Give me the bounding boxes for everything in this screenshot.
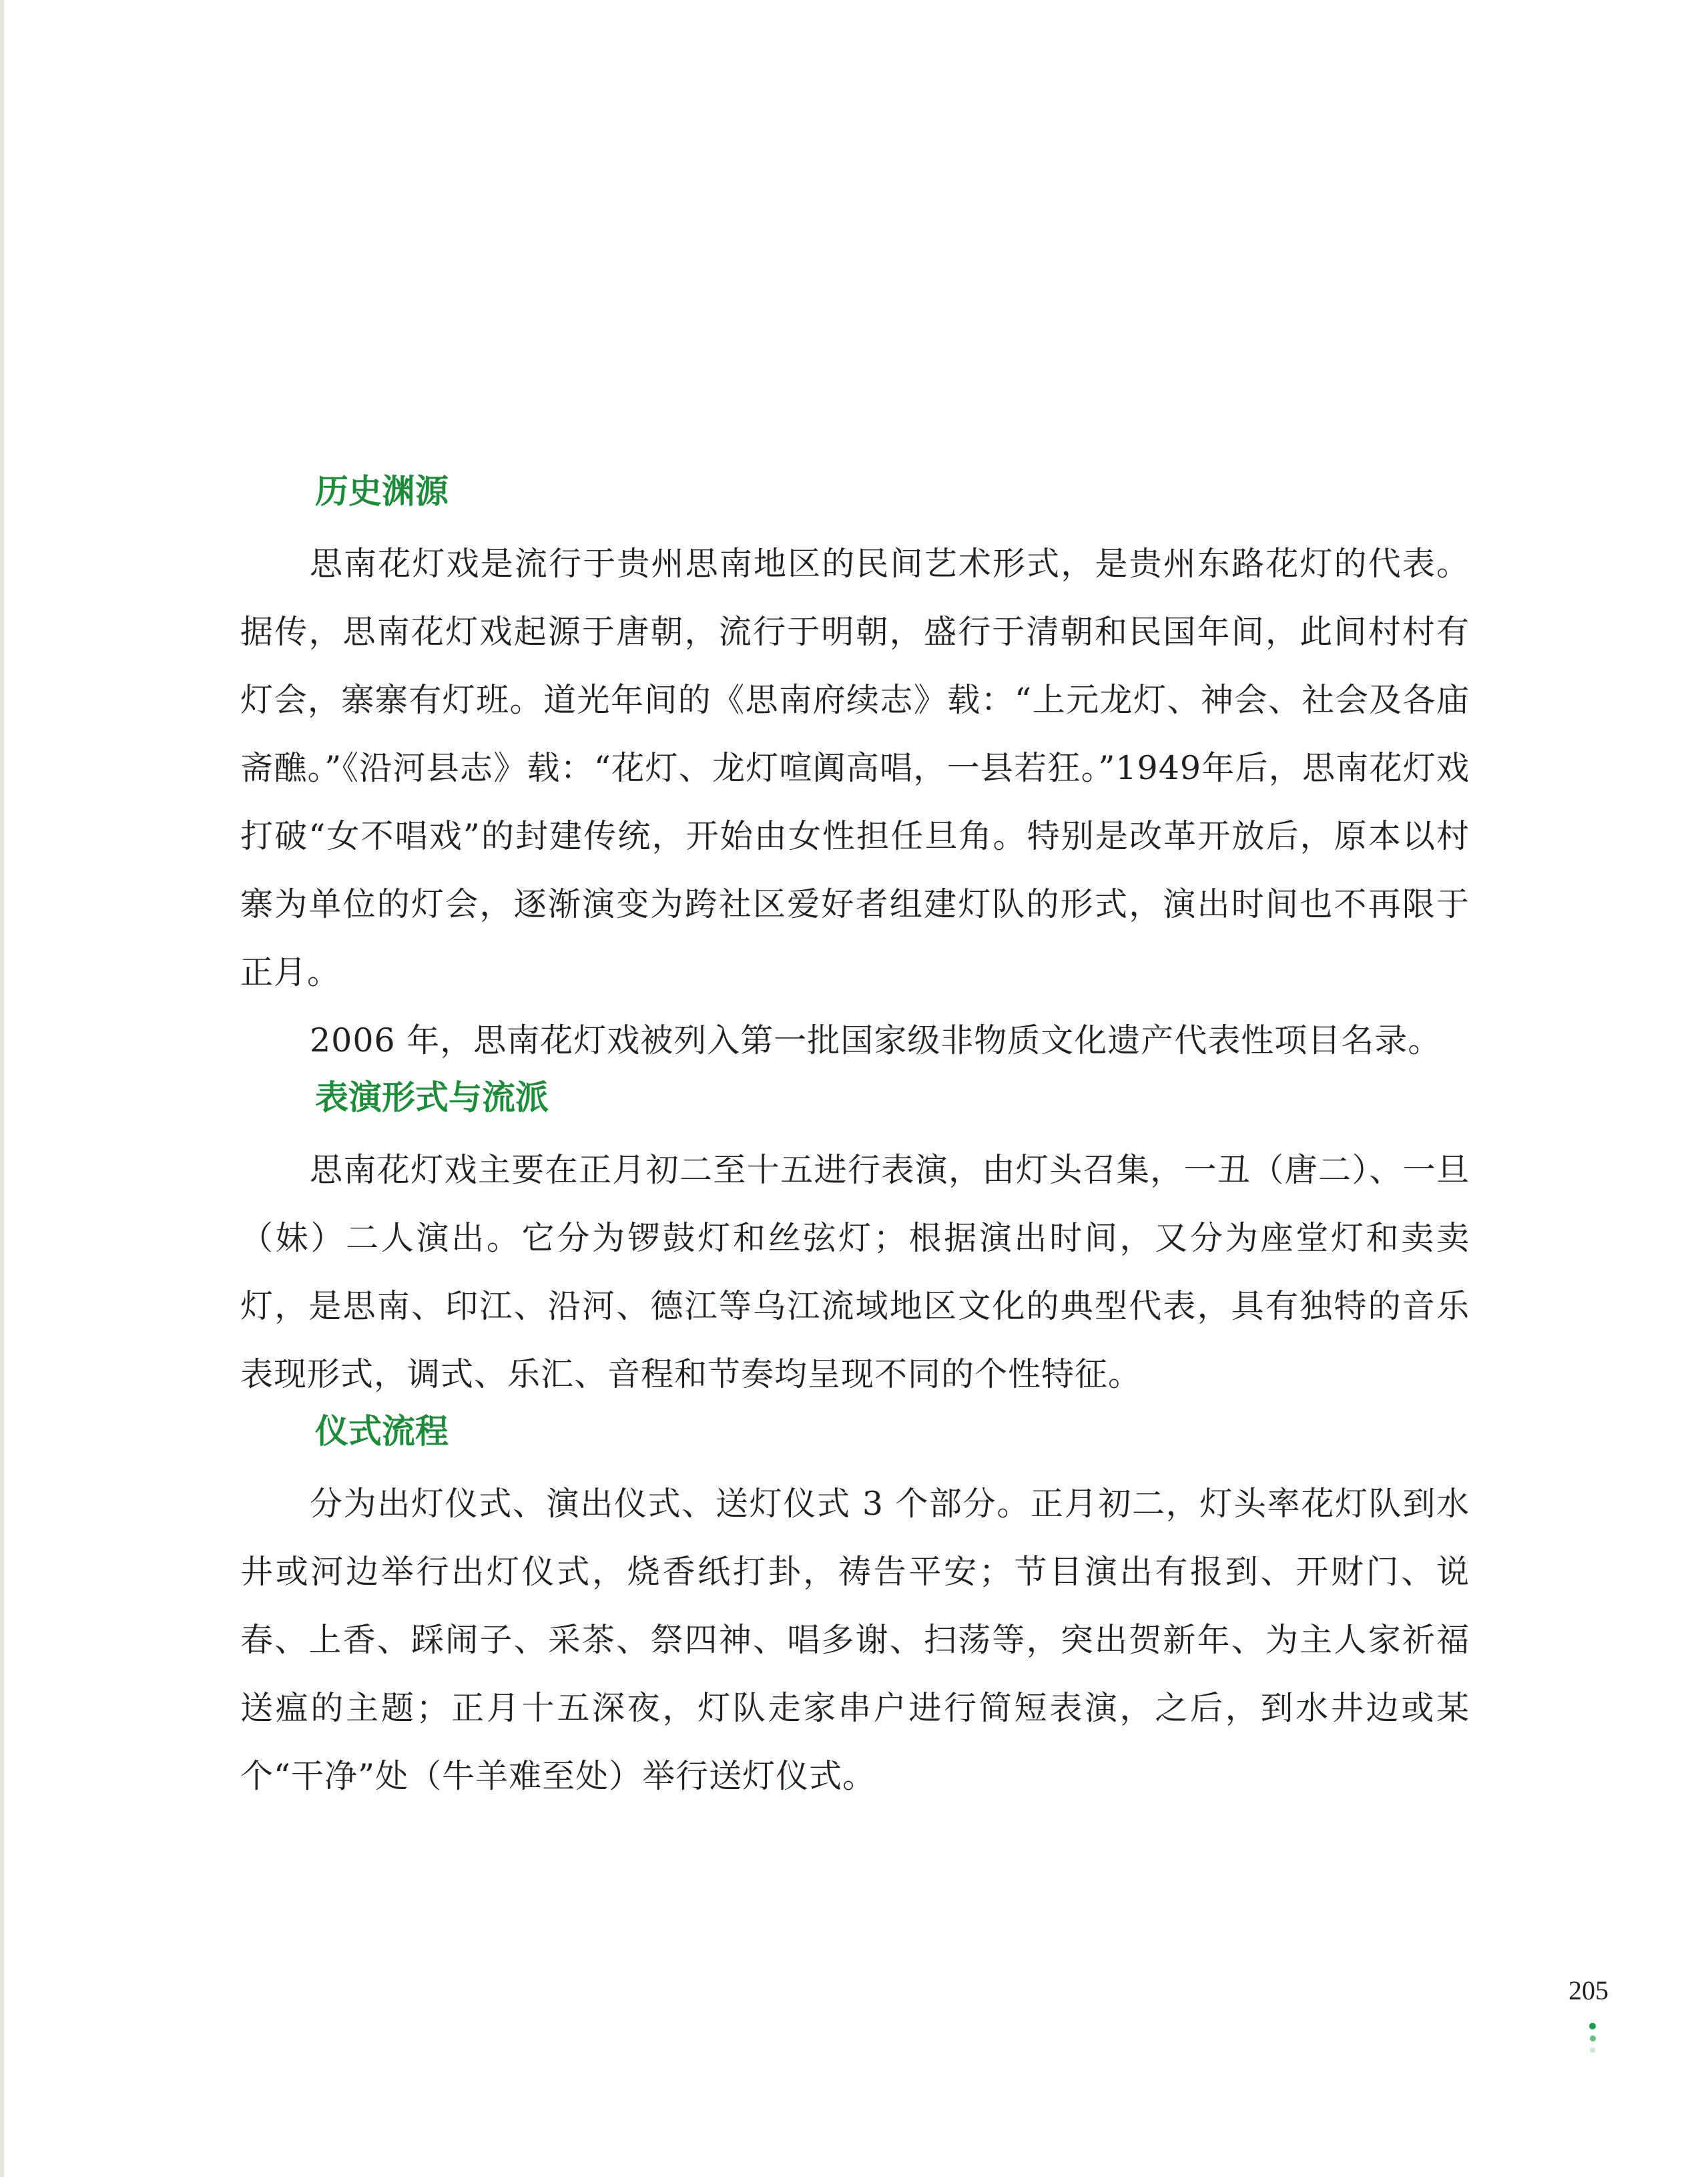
dot-ornament-icon bbox=[1589, 2023, 1596, 2029]
section-title-performance: 表演形式与流派 bbox=[315, 1078, 549, 1117]
page-spine-edge bbox=[0, 0, 4, 2177]
dot-ornament-icon bbox=[1590, 2047, 1595, 2053]
section-title-history: 历史渊源 bbox=[315, 472, 449, 511]
paragraph-ritual-1: 分为出灯仪式、演出仪式、送灯仪式 3 个部分。正月初二，灯头率花灯队到水井或河边举行出灯仪式，烧香纸打卦，祷告平安；节目演出有报到、开财门、说春、上香、踩闹子、采茶、祭四神、唱多谢、扫荡等，突出贺新年、为主人家祈福送瘟的主题；正月十五深夜，灯队走家串户进行简短表演，之后，到水井边或某个“干净”处（牛羊难至处）举行送灯仪式。 bbox=[240, 1485, 1470, 1795]
page-content bbox=[240, 467, 1470, 1810]
paragraph-performance-1: 思南花灯戏主要在正月初二至十五进行表演，由灯头召集，一丑（唐二）、一旦（妹）二人演出。它分为锣鼓灯和丝弦灯；根据演出时间，又分为座堂灯和卖卖灯，是思南、印江、沿河、德江等乌江流域地区文化的典型代表，具有独特的音乐表现形式，调式、乐汇、音程和节奏均呈现不同的个性特征。 bbox=[240, 1151, 1470, 1393]
dot-ornament-icon bbox=[1590, 2035, 1596, 2041]
page-dots-ornament bbox=[1587, 2023, 1598, 2059]
page-number: 205 bbox=[1569, 1975, 1609, 2005]
paragraph-history-1: 思南花灯戏是流行于贵州思南地区的民间艺术形式，是贵州东路花灯的代表。据传，思南花灯戏起源于唐朝，流行于明朝，盛行于清朝和民国年间，此间村村有灯会，寨寨有灯班。道光年间的《思南府续志》载：“上元龙灯、神会、社会及各庙斋醮。”《沿河县志》载：“花灯、龙灯喧阗高唱，一县若狂。”1949年后，思南花灯戏打破“女不唱戏”的封建传统，开始由女性担任旦角。特别是改革开放后，原本以村寨为单位的灯会，逐渐演变为跨社区爱好者组建灯队的形式，演出时间也不再限于正月。 bbox=[240, 545, 1470, 991]
paragraph-history-2: 2006 年，思南花灯戏被列入第一批国家级非物质文化遗产代表性项目名录。 bbox=[310, 1021, 1442, 1059]
section-title-ritual: 仪式流程 bbox=[315, 1412, 449, 1451]
